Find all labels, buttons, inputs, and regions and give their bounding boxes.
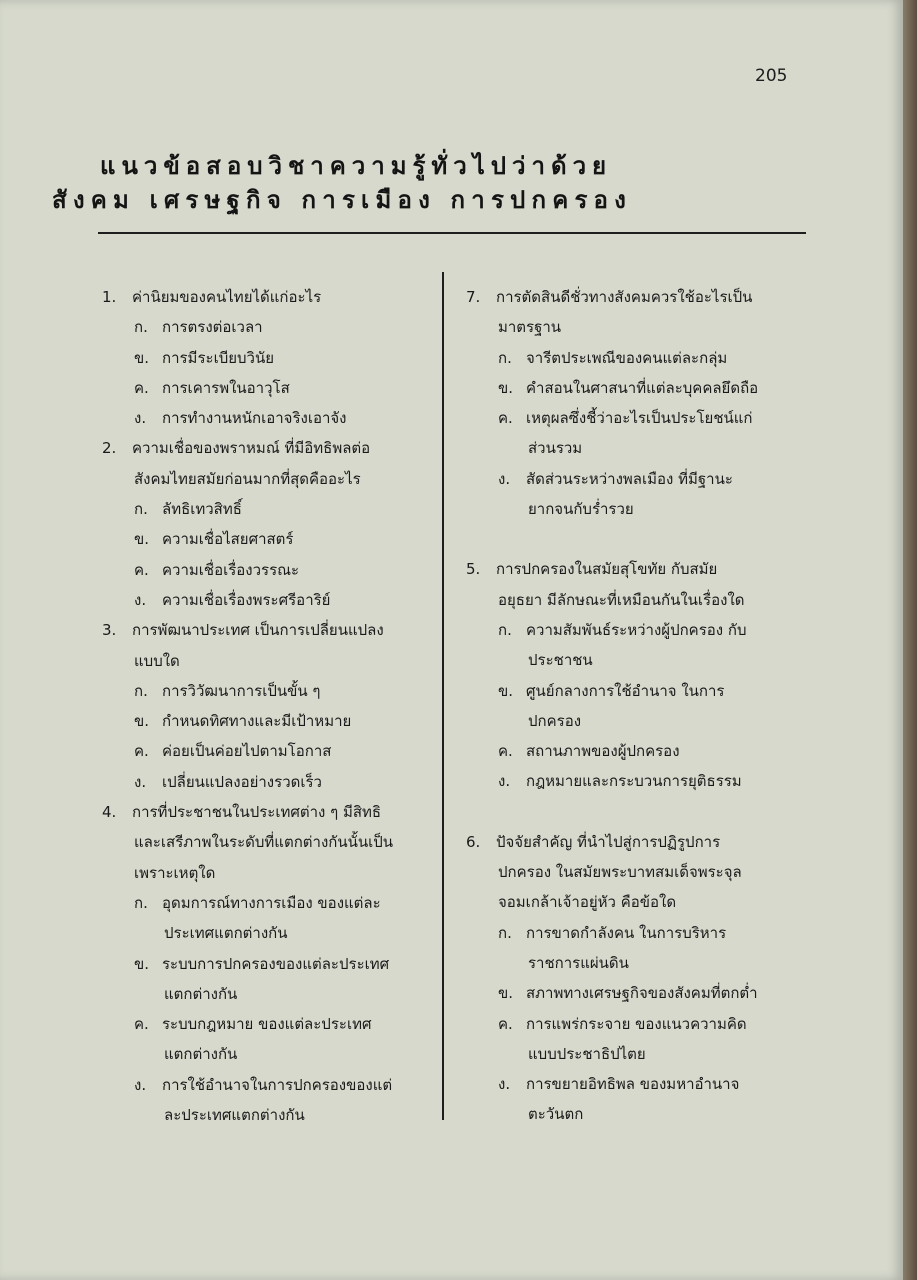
option-continuation: ราชการแผ่นดิน: [528, 953, 629, 972]
page-number: 205: [755, 66, 788, 86]
answer-option: [466, 918, 790, 948]
option-label: ง.: [498, 469, 511, 488]
question-line: [466, 282, 790, 312]
answer-option: [102, 555, 424, 585]
question-number: 1.: [102, 288, 117, 306]
answer-option: [102, 343, 424, 373]
option-text: ลัทธิเทวสิทธิ์: [162, 500, 242, 519]
answer-option: [102, 1070, 424, 1100]
answer-option: [466, 403, 790, 433]
answer-option: [102, 949, 424, 979]
option-label: ข.: [498, 378, 514, 397]
option-text: กำหนดทิศทางและมีเป้าหมาย: [162, 712, 352, 731]
option-label: ก.: [498, 348, 512, 367]
question-continuation: มาตรฐาน: [498, 318, 562, 337]
option-text: การมีระเบียบวินัย: [162, 348, 274, 367]
option-text: การใช้อำนาจในการปกครองของแต่: [162, 1075, 393, 1094]
answer-option: [102, 403, 424, 433]
question-line: [102, 797, 424, 827]
option-label: ค.: [134, 742, 149, 761]
question-continuation: และเสรีภาพในระดับที่แตกต่างกันนั้นเป็น: [134, 833, 394, 852]
option-text: ความเชื่อเรื่องวรรณะ: [162, 560, 300, 579]
option-text: เหตุผลซึ่งชี้ว่าอะไรเป็นประโยชน์แก่: [526, 409, 753, 428]
option-label: ค.: [498, 1014, 513, 1033]
answer-option: [466, 343, 790, 373]
answer-option: [102, 312, 424, 342]
question-text: การปกครองในสมัยสุโขทัย กับสมัย: [496, 560, 718, 579]
option-text: ความเชื่อเรื่องพระศรีอาริย์: [162, 590, 331, 609]
option-continuation: แบบประชาธิปไตย: [528, 1044, 646, 1063]
question-block: [466, 554, 790, 796]
question-number: 5.: [466, 560, 481, 579]
option-text: จารีตประเพณีของคนแต่ละกลุ่ม: [526, 348, 728, 367]
page-title-line-1: แนวข้อสอบวิชาความรู้ทั่วไปว่าด้วย: [100, 152, 613, 180]
option-text: การขาดกำลังคน ในการบริหาร: [526, 923, 727, 942]
question-block: [102, 282, 424, 433]
option-label: ค.: [134, 378, 149, 397]
option-text: ค่อยเป็นค่อยไปตามโอกาส: [162, 742, 332, 761]
option-continuation: แตกต่างกัน: [164, 1045, 238, 1064]
option-label: ง.: [134, 590, 147, 609]
question-text: การพัฒนาประเทศ เป็นการเปลี่ยนแปลง: [132, 621, 384, 640]
answer-option: [466, 766, 790, 796]
question-line: [102, 282, 424, 312]
option-label: ง.: [134, 1075, 147, 1094]
option-text: ความเชื่อไสยศาสตร์: [162, 530, 294, 549]
answer-option: [466, 1009, 790, 1039]
option-label: ง.: [498, 772, 511, 791]
question-text: ปัจจัยสำคัญ ที่นำไปสู่การปฏิรูปการ: [496, 832, 721, 851]
option-text: สถานภาพของผู้ปกครอง: [526, 742, 680, 761]
answer-option: [102, 494, 424, 524]
question-block: [102, 797, 424, 1130]
question-line: [102, 615, 424, 645]
option-label: ก.: [134, 681, 148, 700]
question-block: [466, 282, 790, 524]
question-spacer: [466, 797, 790, 827]
option-label: ค.: [134, 560, 149, 579]
option-text: การตรงต่อเวลา: [162, 318, 263, 337]
answer-option: [102, 888, 424, 918]
option-label: ก.: [498, 620, 512, 639]
option-text: ระบบกฎหมาย ของแต่ละประเทศ: [162, 1015, 372, 1034]
option-text: สภาพทางเศรษฐกิจของสังคมที่ตกต่ำ: [526, 984, 758, 1003]
page-title-line-2: สังคม เศรษฐกิจ การเมือง การปกครอง: [52, 186, 633, 214]
option-text: การวิวัฒนาการเป็นขั้น ๆ: [162, 681, 321, 700]
question-text: ค่านิยมของคนไทยได้แก่อะไร: [132, 288, 322, 306]
option-label: ค.: [498, 409, 513, 428]
option-label: ก.: [134, 893, 148, 912]
question-line: [466, 827, 790, 857]
answer-option: [102, 767, 424, 797]
right-column: [466, 282, 790, 1130]
question-number: 6.: [466, 832, 481, 851]
question-number: 2.: [102, 439, 117, 458]
option-text: การขยายอิทธิพล ของมหาอำนาจ: [526, 1075, 740, 1094]
answer-option: [466, 978, 790, 1008]
question-continuation: จอมเกล้าเจ้าอยู่หัว คือข้อใด: [498, 893, 677, 912]
option-label: ค.: [498, 742, 513, 761]
option-continuation: ตะวันตก: [528, 1105, 584, 1124]
option-text: การแพร่กระจาย ของแนวความคิด: [526, 1014, 747, 1033]
option-label: ค.: [134, 1015, 149, 1034]
question-continuation: ปกครอง ในสมัยพระบาทสมเด็จพระจุล: [498, 863, 742, 882]
option-label: ข.: [498, 984, 514, 1003]
answer-option: [102, 585, 424, 615]
question-text: ความเชื่อของพราหมณ์ ที่มีอิทธิพลต่อ: [132, 439, 371, 458]
option-label: ข.: [134, 530, 150, 549]
question-number: 7.: [466, 288, 481, 306]
option-continuation: ประชาชน: [528, 651, 593, 670]
option-label: ก.: [498, 923, 512, 942]
book-edge: [903, 0, 917, 1280]
option-text: ระบบการปกครองของแต่ละประเทศ: [162, 954, 390, 973]
question-spacer: [466, 524, 790, 554]
answer-option: [102, 736, 424, 766]
option-label: ก.: [134, 500, 148, 519]
option-text: คำสอนในศาสนาที่แต่ละบุคคลยึดถือ: [526, 378, 759, 397]
option-text: ศูนย์กลางการใช้อำนาจ ในการ: [526, 681, 725, 700]
option-label: ข.: [134, 954, 150, 973]
option-label: ง.: [134, 409, 147, 428]
title-underline: [98, 232, 806, 234]
answer-option: [466, 464, 790, 494]
answer-option: [466, 615, 790, 645]
option-continuation: ประเทศแตกต่างกัน: [164, 924, 288, 943]
option-continuation: ส่วนรวม: [528, 439, 583, 458]
option-continuation: ละประเทศแตกต่างกัน: [164, 1106, 305, 1125]
question-block: [102, 433, 424, 615]
question-number: 4.: [102, 803, 117, 822]
option-text: เปลี่ยนแปลงอย่างรวดเร็ว: [162, 772, 322, 791]
question-line: [102, 433, 424, 463]
option-text: การเคารพในอาวุโส: [162, 378, 290, 397]
option-text: สัดส่วนระหว่างพลเมือง ที่มีฐานะ: [526, 469, 733, 488]
option-label: ง.: [134, 772, 147, 791]
question-continuation: แบบใด: [134, 651, 180, 670]
answer-option: [466, 676, 790, 706]
answer-option: [102, 373, 424, 403]
question-continuation: อยุธยา มีลักษณะที่เหมือนกันในเรื่องใด: [498, 590, 745, 609]
option-label: ข.: [134, 712, 150, 731]
answer-option: [466, 736, 790, 766]
option-continuation: แตกต่างกัน: [164, 984, 238, 1003]
question-text: การตัดสินดีชั่วทางสังคมควรใช้อะไรเป็น: [496, 288, 753, 306]
option-label: ก.: [134, 318, 148, 337]
option-text: กฎหมายและกระบวนการยุติธรรม: [526, 772, 742, 791]
question-continuation: สังคมไทยสมัยก่อนมากที่สุดคืออะไร: [134, 469, 361, 488]
answer-option: [102, 524, 424, 554]
answer-option: [102, 706, 424, 736]
question-continuation: เพราะเหตุใด: [134, 863, 216, 882]
answer-option: [466, 373, 790, 403]
question-number: 3.: [102, 621, 117, 640]
option-label: ง.: [498, 1075, 511, 1094]
answer-option: [466, 1069, 790, 1099]
option-label: ข.: [134, 348, 150, 367]
question-line: [466, 554, 790, 584]
question-text: การที่ประชาชนในประเทศต่าง ๆ มีสิทธิ: [132, 803, 382, 822]
left-column: [102, 282, 424, 1130]
option-continuation: ยากจนกับร่ำรวย: [528, 500, 634, 519]
answer-option: [102, 676, 424, 706]
option-text: ความสัมพันธ์ระหว่างผู้ปกครอง กับ: [526, 620, 747, 639]
question-block: [102, 615, 424, 797]
option-text: การทำงานหนักเอาจริงเอาจัง: [162, 409, 347, 428]
question-block: [466, 827, 790, 1130]
option-text: อุดมการณ์ทางการเมือง ของแต่ละ: [162, 893, 381, 912]
answer-option: [102, 1009, 424, 1039]
column-divider: [442, 272, 444, 1120]
option-continuation: ปกครอง: [528, 711, 582, 730]
option-label: ข.: [498, 681, 514, 700]
